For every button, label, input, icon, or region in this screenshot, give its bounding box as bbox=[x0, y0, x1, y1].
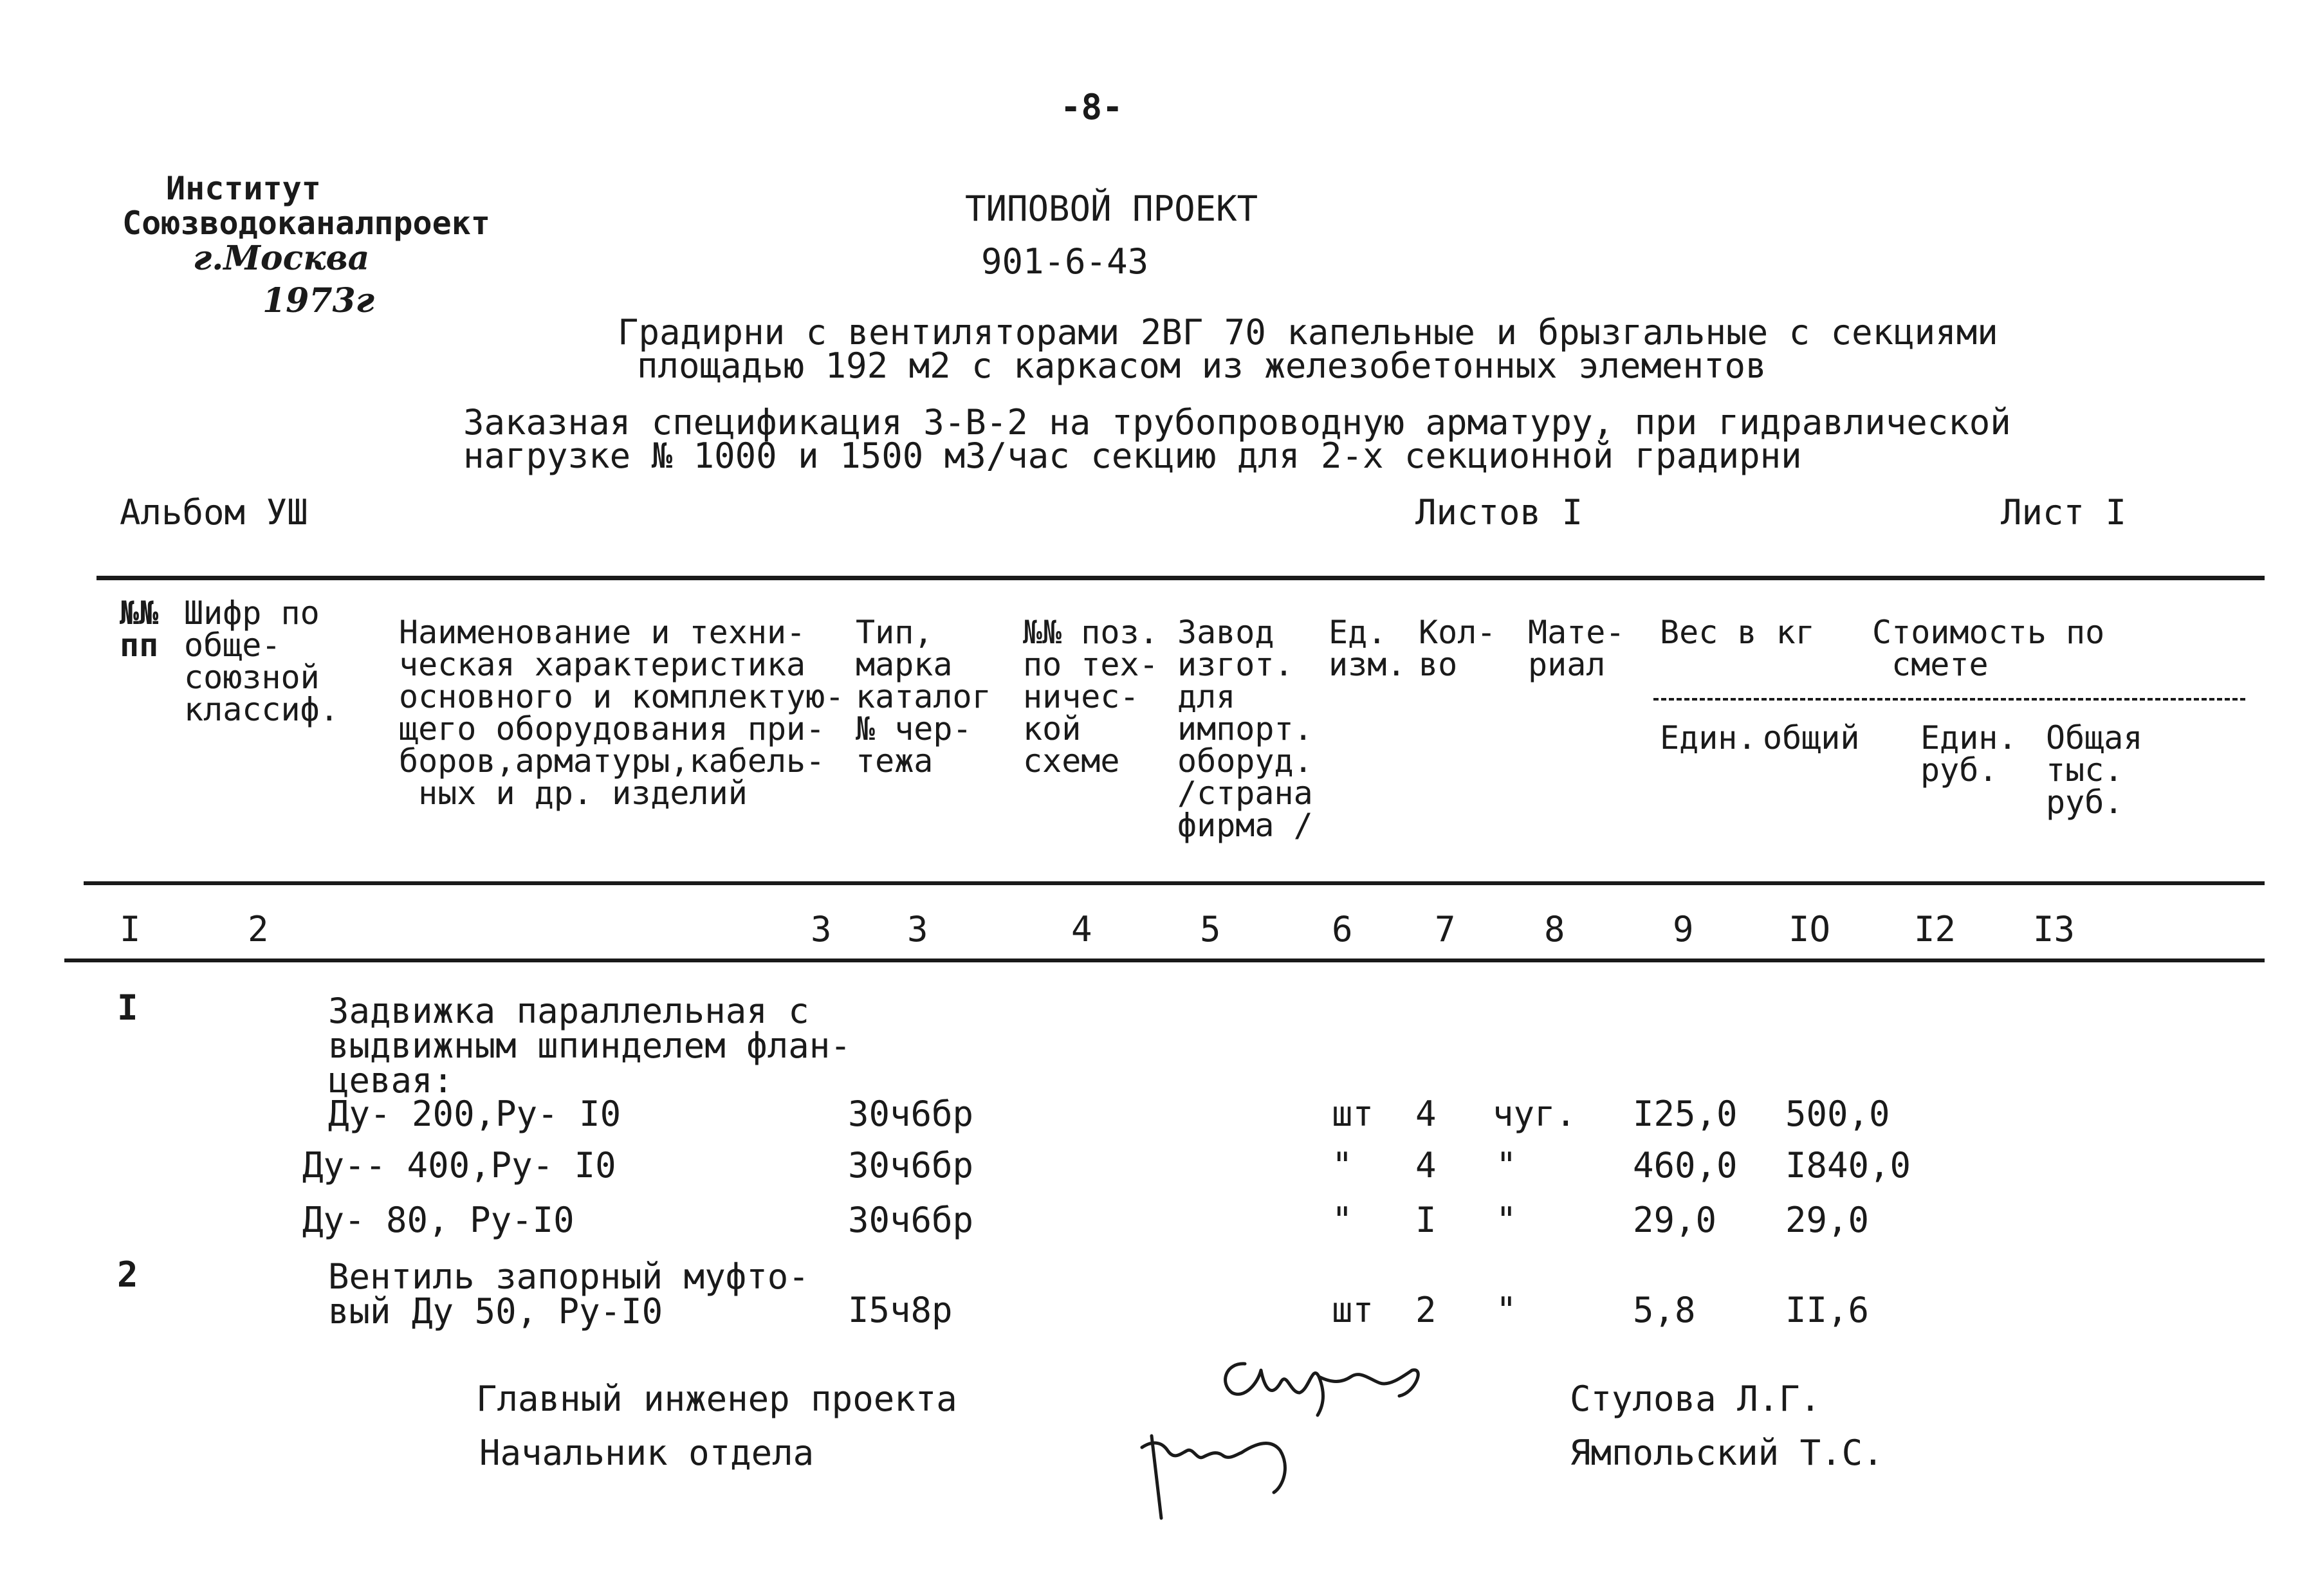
row1b-type: 30ч6бр bbox=[848, 1145, 974, 1186]
row2-name: Вентиль запорный муфто- вый Ду 50, Ру-I0 bbox=[328, 1256, 809, 1332]
row1a-qty: 4 bbox=[1415, 1094, 1437, 1134]
row2-qty: 2 bbox=[1415, 1290, 1437, 1330]
row1c-qty: I bbox=[1415, 1200, 1437, 1240]
chief-engineer-title: Главный инженер проекта bbox=[476, 1379, 957, 1419]
project-title-line1: Градирни с вентиляторами 2ВГ 70 капельные и брызгальные с секциями bbox=[618, 312, 1998, 353]
header-col-type: Тип, марка каталог № чер- тежа bbox=[856, 614, 991, 780]
institute-line2: Союзводоканалпроект bbox=[122, 205, 490, 242]
row1c-weight-total: 29,0 bbox=[1785, 1200, 1870, 1240]
row1b-weight-total: I840,0 bbox=[1785, 1145, 1911, 1186]
row1-name: Задвижка параллельная с выдвижным шпинделем флан- цевая: bbox=[328, 991, 851, 1101]
colnum-2: 2 bbox=[248, 909, 269, 949]
colnum-3: 3 bbox=[811, 909, 832, 949]
project-title-line2: площадью 192 м2 с каркасом из железобетонных элементов bbox=[637, 345, 1767, 386]
header-col-name: Наименование и техни- ческая характеристика основного и комплектую- щего оборудования при- боров,арматуры,кабель- ных и др. изделий bbox=[399, 614, 845, 812]
colnum-5: 5 bbox=[1200, 909, 1221, 949]
colnum-6: 6 bbox=[1332, 909, 1353, 949]
row1c-type: 30ч6бр bbox=[848, 1200, 974, 1240]
institute-year: 1973г bbox=[262, 281, 374, 320]
row1c-material: " bbox=[1496, 1200, 1517, 1240]
sheet-number: Лист I bbox=[2001, 492, 2127, 533]
header-col-cost: Стоимость по смете bbox=[1872, 614, 2105, 683]
header-col-factory: Завод изгот. для импорт. оборуд. /страна фирма / bbox=[1177, 614, 1313, 844]
colnum-13: I3 bbox=[2033, 909, 2075, 949]
spec-line2: нагрузке № 1000 и 1500 м3/час секцию для 2-х секционной градирни bbox=[463, 436, 1802, 476]
row2-number: 2 bbox=[117, 1254, 138, 1295]
header-col-weight: Вес в кг bbox=[1660, 614, 1815, 651]
row2-unit: шт bbox=[1332, 1290, 1374, 1330]
row1a-unit: шт bbox=[1332, 1094, 1374, 1134]
signature-chief-engineer bbox=[1226, 1364, 1419, 1415]
album-label: Альбом УШ bbox=[120, 492, 308, 533]
row1a-weight-unit: I25,0 bbox=[1633, 1094, 1738, 1134]
header-col-unit: Ед. изм. bbox=[1329, 614, 1406, 683]
row1a-weight-total: 500,0 bbox=[1785, 1094, 1890, 1134]
row2-weight-unit: 5,8 bbox=[1633, 1290, 1696, 1330]
row1c-name: Ду- 80, Ру-I0 bbox=[302, 1200, 575, 1240]
colnum-10: IO bbox=[1789, 909, 1831, 949]
project-type-label: ТИПОВОЙ ПРОЕКТ bbox=[965, 188, 1258, 229]
row1b-material: " bbox=[1496, 1145, 1517, 1186]
header-col-number: №№ пп bbox=[120, 594, 159, 664]
row1b-unit: " bbox=[1332, 1145, 1353, 1186]
header-col-qty: Кол- во bbox=[1419, 614, 1496, 683]
colnum-12: I2 bbox=[1914, 909, 1956, 949]
sheets-total: Листов I bbox=[1415, 492, 1583, 533]
row1b-weight-unit: 460,0 bbox=[1633, 1145, 1738, 1186]
header-col-cost-total: Общая тыс. руб. bbox=[2046, 719, 2143, 821]
row2-type: I5ч8р bbox=[848, 1290, 953, 1330]
header-col-weight-total: общий bbox=[1763, 719, 1860, 757]
institute-city: г.Москва bbox=[193, 239, 370, 278]
signature-department-head bbox=[1142, 1436, 1285, 1518]
department-head-name: Ямпольский Т.С. bbox=[1570, 1433, 1884, 1473]
row1b-name: Ду-- 400,Ру- I0 bbox=[302, 1145, 616, 1186]
row1b-qty: 4 bbox=[1415, 1145, 1437, 1186]
row1-number: I bbox=[117, 987, 138, 1028]
row2-material: " bbox=[1496, 1290, 1517, 1330]
row1a-name: Ду- 200,Ру- I0 bbox=[328, 1094, 621, 1134]
header-col-cost-unit: Един. руб. bbox=[1920, 719, 2018, 789]
project-number: 901-6-43 bbox=[981, 241, 1149, 282]
colnum-3b: 3 bbox=[907, 909, 928, 949]
colnum-8: 8 bbox=[1544, 909, 1565, 949]
row1c-unit: " bbox=[1332, 1200, 1353, 1240]
header-col-position: №№ поз. по тех- ничес- кой схеме bbox=[1023, 614, 1159, 780]
department-head-title: Начальник отдела bbox=[479, 1433, 814, 1473]
chief-engineer-name: Стулова Л.Г. bbox=[1570, 1379, 1821, 1419]
colnum-1: I bbox=[120, 909, 141, 949]
header-col-weight-unit: Един. bbox=[1660, 719, 1757, 757]
spec-line1: Заказная спецификация 3-В-2 на трубопроводную арматуру, при гидравлической bbox=[463, 402, 2011, 443]
header-col-material: Мате- риал bbox=[1528, 614, 1625, 683]
institute-line1: Институт bbox=[166, 170, 321, 207]
row1a-material: чуг. bbox=[1493, 1094, 1577, 1134]
row2-weight-total: II,6 bbox=[1785, 1290, 1870, 1330]
colnum-4: 4 bbox=[1071, 909, 1092, 949]
colnum-9: 9 bbox=[1673, 909, 1694, 949]
row1c-weight-unit: 29,0 bbox=[1633, 1200, 1717, 1240]
page-number: -8- bbox=[1060, 87, 1123, 127]
colnum-7: 7 bbox=[1435, 909, 1456, 949]
header-col-code: Шифр по обще- союзной классиф. bbox=[184, 594, 339, 728]
row1a-type: 30ч6бр bbox=[848, 1094, 974, 1134]
